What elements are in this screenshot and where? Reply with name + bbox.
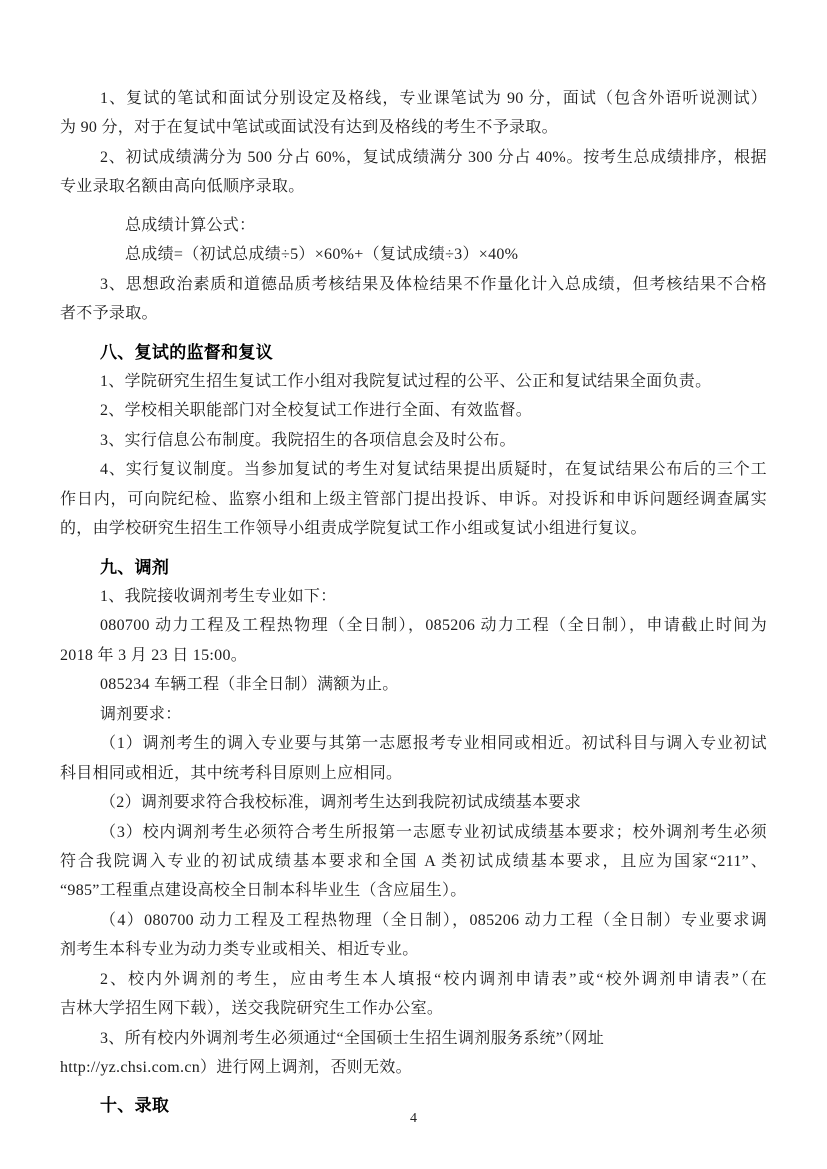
text-line: 2、校内外调剂的考生，应由考生本人填报“校内调剂申请表”或“校外调剂申请表”（在 [100,970,767,988]
text-line: 为 90 分，对于在复试中笔试或面试没有达到及格线的考生不予录取。 [60,119,558,137]
formula-label: 总成绩计算公式： [125,216,256,234]
text-line: 1、复试的笔试和面试分别设定及格线，专业课笔试为 90 分，面试（包含外语听说测试） [100,90,767,107]
page-number: 4 [410,1111,417,1126]
text-line: 1、学院研究生招生复试工作小组对我院复试过程的公平、公正和复试结果全面负责。 [100,372,712,390]
text-line: （2）调剂要求符合我校标准，调剂考生达到我院初试成绩基本要求 [100,794,582,812]
text-line: 085234 车辆工程（非全日制）满额为止。 [100,676,399,694]
document-body [60,84,767,1121]
text-line: 2、初试成绩满分为 500 分占 60%，复试成绩满分 300 分占 40%。按考生总成绩排序，根据 [100,148,767,166]
text-line: （3）校内调剂考生必须符合考生所报第一志愿专业初试成绩基本要求；校外调剂考生必须 [100,823,767,841]
heading-section-9: 九、调剂 [100,557,170,577]
text-line: （4）080700 动力工程及工程热物理（全日制），085206 动力工程（全日制）专业要求调 [100,911,767,929]
text-line: （1）调剂考生的调入专业要与其第一志愿报考专业相同或相近。初试科目与调入专业初试 [100,735,767,753]
heading-section-8: 八、复试的监督和复议 [100,342,273,362]
text-line: 2、学校相关职能部门对全校复试工作进行全面、有效监督。 [100,402,533,420]
text-line: 4、实行复议制度。当参加复试的考生对复试结果提出质疑时，在复试结果公布后的三个工 [100,461,767,479]
text-line: 科目相同或相近，其中统考科目原则上应相同。 [60,764,403,782]
url-line: http://yz.chsi.com.cn）进行网上调剂，否则无效。 [60,1059,412,1076]
text-line: 2018 年 3 月 23 日 15:00。 [60,646,248,664]
text-line: 080700 动力工程及工程热物理（全日制），085206 动力工程（全日制），申请截止时间为 [100,617,767,635]
text-line: 3、实行信息公布制度。我院招生的各项信息会及时公布。 [100,431,516,449]
text-line: 作日内，可向院纪检、监察小组和上级主管部门提出投诉、申诉。对投诉和申诉问题经调查属实 [60,490,767,508]
text-line: 1、我院接收调剂考生专业如下： [100,588,337,605]
text-line: 3、所有校内外调剂考生必须通过“全国硕士生招生调剂服务系统”（网址 [100,1029,605,1047]
text-line: 符合我院调入专业的初试成绩基本要求和全国 A 类初试成绩基本要求，且应为国家“211”、 [60,852,767,870]
heading-section-10: 十、录取 [100,1096,170,1116]
text-line: 调剂要求： [100,705,182,723]
formula-line: 总成绩=（初试总成绩÷5）×60%+（复试成绩÷3）×40% [125,246,519,264]
text-line: 专业录取名额由高向低顺序录取。 [60,178,305,196]
text-line: “985”工程重点建设高校全日制本科毕业生（含应届生）。 [60,882,467,900]
text-line: 的，由学校研究生招生工作领导小组责成学院复试工作小组或复试小组进行复议。 [60,520,647,538]
text-line: 3、思想政治素质和道德品质考核结果及体检结果不作量化计入总成绩，但考核结果不合格 [100,275,767,293]
text-line: 吉林大学招生网下载），送交我院研究生工作办公室。 [60,1000,444,1018]
text-line: 剂考生本科专业为动力类专业或相关、相近专业。 [60,941,419,959]
text-line: 者不予录取。 [60,305,158,323]
